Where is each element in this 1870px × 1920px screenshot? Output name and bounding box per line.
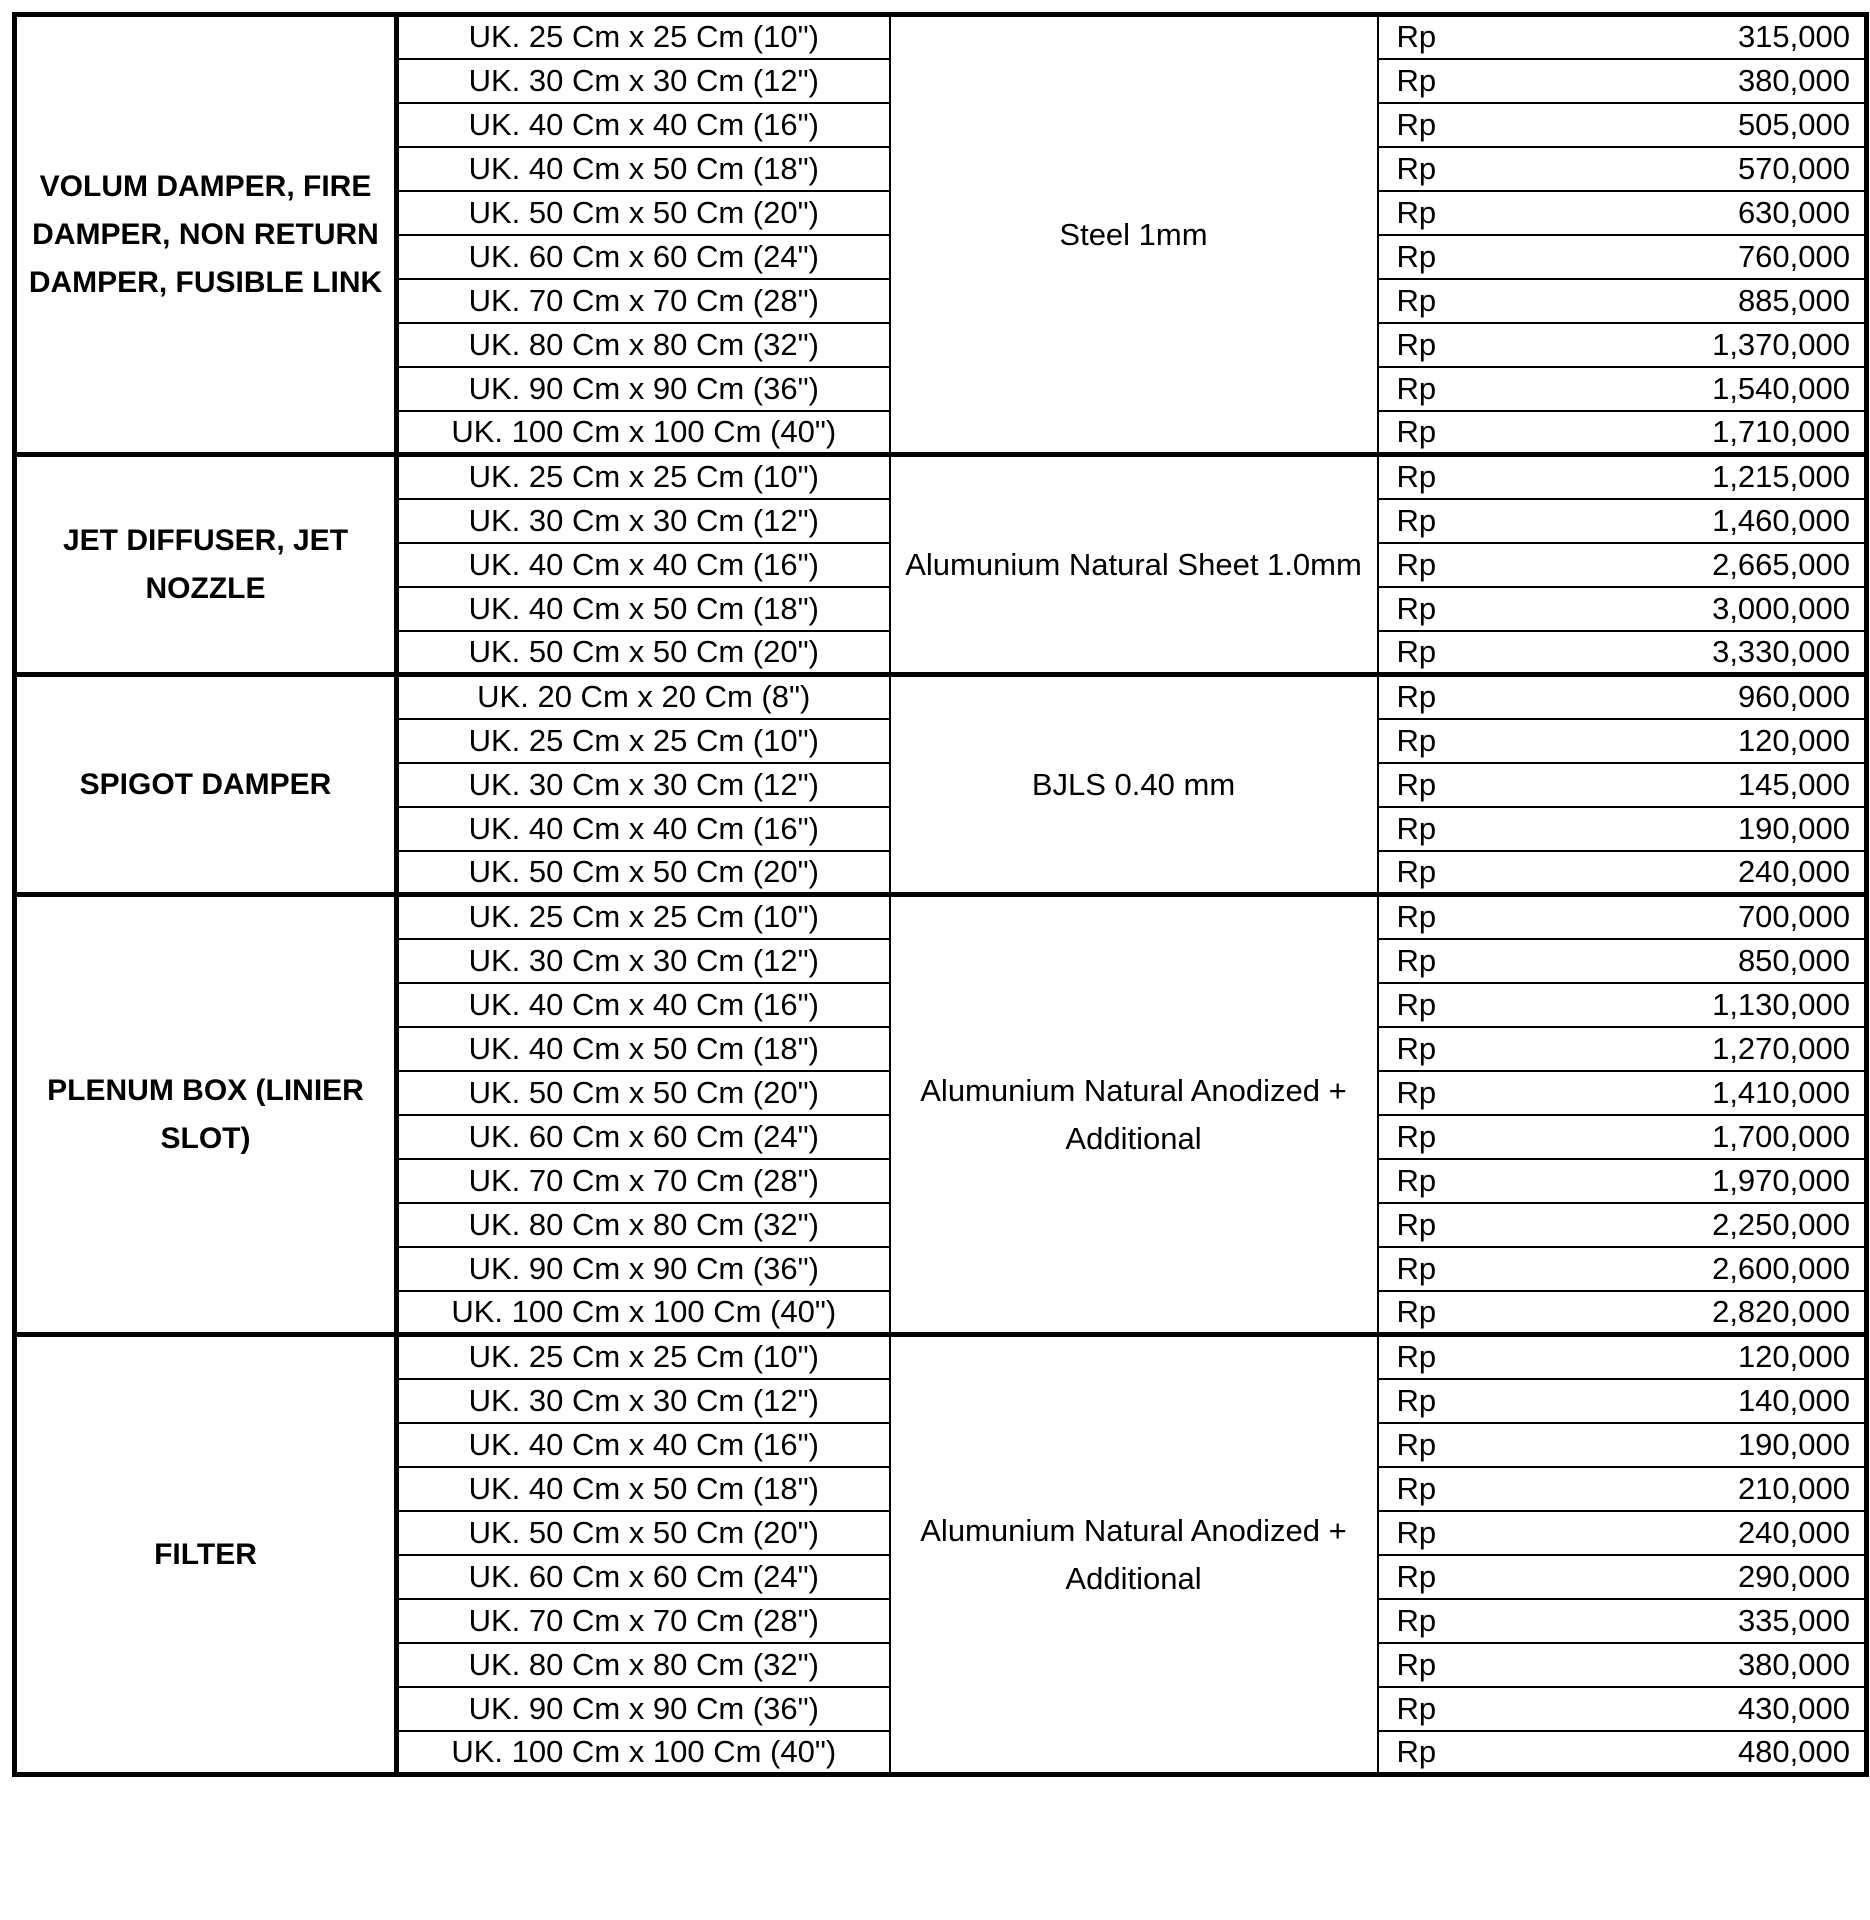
size-cell: UK. 30 Cm x 30 Cm (12") bbox=[397, 763, 890, 807]
price-value: 430,000 bbox=[1486, 1687, 1867, 1731]
price-value: 1,130,000 bbox=[1486, 983, 1867, 1027]
size-cell: UK. 25 Cm x 25 Cm (10") bbox=[397, 455, 890, 499]
price-value: 1,710,000 bbox=[1486, 411, 1867, 455]
price-value: 480,000 bbox=[1486, 1731, 1867, 1775]
currency-label: Rp bbox=[1378, 1027, 1486, 1071]
price-value: 885,000 bbox=[1486, 279, 1867, 323]
price-value: 1,970,000 bbox=[1486, 1159, 1867, 1203]
material-cell: Alumunium Natural Sheet 1.0mm bbox=[890, 455, 1378, 675]
price-value: 3,330,000 bbox=[1486, 631, 1867, 675]
size-cell: UK. 30 Cm x 30 Cm (12") bbox=[397, 499, 890, 543]
size-cell: UK. 40 Cm x 50 Cm (18") bbox=[397, 587, 890, 631]
currency-label: Rp bbox=[1378, 1379, 1486, 1423]
price-value: 140,000 bbox=[1486, 1379, 1867, 1423]
currency-label: Rp bbox=[1378, 631, 1486, 675]
table-row bbox=[15, 675, 1867, 719]
size-cell: UK. 25 Cm x 25 Cm (10") bbox=[397, 895, 890, 939]
size-cell: UK. 80 Cm x 80 Cm (32") bbox=[397, 1643, 890, 1687]
currency-label: Rp bbox=[1378, 1335, 1486, 1379]
currency-label: Rp bbox=[1378, 719, 1486, 763]
price-value: 2,665,000 bbox=[1486, 543, 1867, 587]
price-value: 1,215,000 bbox=[1486, 455, 1867, 499]
currency-label: Rp bbox=[1378, 807, 1486, 851]
currency-label: Rp bbox=[1378, 59, 1486, 103]
size-cell: UK. 60 Cm x 60 Cm (24") bbox=[397, 235, 890, 279]
price-value: 2,250,000 bbox=[1486, 1203, 1867, 1247]
price-value: 2,820,000 bbox=[1486, 1291, 1867, 1335]
price-value: 120,000 bbox=[1486, 1335, 1867, 1379]
size-cell: UK. 30 Cm x 30 Cm (12") bbox=[397, 1379, 890, 1423]
category-name: JET DIFFUSER, JET NOZZLE bbox=[15, 455, 397, 675]
size-cell: UK. 50 Cm x 50 Cm (20") bbox=[397, 1071, 890, 1115]
currency-label: Rp bbox=[1378, 455, 1486, 499]
category-name: FILTER bbox=[15, 1335, 397, 1775]
size-cell: UK. 25 Cm x 25 Cm (10") bbox=[397, 719, 890, 763]
size-cell: UK. 100 Cm x 100 Cm (40") bbox=[397, 411, 890, 455]
price-value: 145,000 bbox=[1486, 763, 1867, 807]
currency-label: Rp bbox=[1378, 15, 1486, 59]
size-cell: UK. 80 Cm x 80 Cm (32") bbox=[397, 323, 890, 367]
currency-label: Rp bbox=[1378, 587, 1486, 631]
table-row bbox=[15, 895, 1867, 939]
currency-label: Rp bbox=[1378, 323, 1486, 367]
size-cell: UK. 25 Cm x 25 Cm (10") bbox=[397, 1335, 890, 1379]
price-value: 760,000 bbox=[1486, 235, 1867, 279]
price-value: 380,000 bbox=[1486, 1643, 1867, 1687]
table-row bbox=[15, 455, 1867, 499]
price-list-table bbox=[12, 12, 1869, 1777]
price-value: 2,600,000 bbox=[1486, 1247, 1867, 1291]
currency-label: Rp bbox=[1378, 1511, 1486, 1555]
size-cell: UK. 60 Cm x 60 Cm (24") bbox=[397, 1555, 890, 1599]
currency-label: Rp bbox=[1378, 1071, 1486, 1115]
price-value: 1,370,000 bbox=[1486, 323, 1867, 367]
size-cell: UK. 40 Cm x 50 Cm (18") bbox=[397, 1467, 890, 1511]
price-value: 1,540,000 bbox=[1486, 367, 1867, 411]
currency-label: Rp bbox=[1378, 1467, 1486, 1511]
price-value: 240,000 bbox=[1486, 851, 1867, 895]
size-cell: UK. 50 Cm x 50 Cm (20") bbox=[397, 631, 890, 675]
category-name: PLENUM BOX (LINIER SLOT) bbox=[15, 895, 397, 1335]
price-value: 190,000 bbox=[1486, 1423, 1867, 1467]
currency-label: Rp bbox=[1378, 543, 1486, 587]
size-cell: UK. 40 Cm x 50 Cm (18") bbox=[397, 147, 890, 191]
currency-label: Rp bbox=[1378, 1291, 1486, 1335]
currency-label: Rp bbox=[1378, 1203, 1486, 1247]
size-cell: UK. 90 Cm x 90 Cm (36") bbox=[397, 1687, 890, 1731]
currency-label: Rp bbox=[1378, 939, 1486, 983]
currency-label: Rp bbox=[1378, 1555, 1486, 1599]
price-value: 290,000 bbox=[1486, 1555, 1867, 1599]
price-value: 240,000 bbox=[1486, 1511, 1867, 1555]
price-value: 505,000 bbox=[1486, 103, 1867, 147]
price-list-body bbox=[15, 15, 1867, 1775]
currency-label: Rp bbox=[1378, 367, 1486, 411]
size-cell: UK. 100 Cm x 100 Cm (40") bbox=[397, 1291, 890, 1335]
currency-label: Rp bbox=[1378, 1423, 1486, 1467]
price-value: 190,000 bbox=[1486, 807, 1867, 851]
table-row bbox=[15, 15, 1867, 59]
size-cell: UK. 70 Cm x 70 Cm (28") bbox=[397, 279, 890, 323]
currency-label: Rp bbox=[1378, 1247, 1486, 1291]
currency-label: Rp bbox=[1378, 1159, 1486, 1203]
price-value: 1,410,000 bbox=[1486, 1071, 1867, 1115]
currency-label: Rp bbox=[1378, 675, 1486, 719]
size-cell: UK. 20 Cm x 20 Cm (8") bbox=[397, 675, 890, 719]
currency-label: Rp bbox=[1378, 1731, 1486, 1775]
category-name: SPIGOT DAMPER bbox=[15, 675, 397, 895]
size-cell: UK. 30 Cm x 30 Cm (12") bbox=[397, 59, 890, 103]
size-cell: UK. 70 Cm x 70 Cm (28") bbox=[397, 1599, 890, 1643]
size-cell: UK. 40 Cm x 40 Cm (16") bbox=[397, 1423, 890, 1467]
size-cell: UK. 60 Cm x 60 Cm (24") bbox=[397, 1115, 890, 1159]
currency-label: Rp bbox=[1378, 851, 1486, 895]
size-cell: UK. 100 Cm x 100 Cm (40") bbox=[397, 1731, 890, 1775]
currency-label: Rp bbox=[1378, 895, 1486, 939]
size-cell: UK. 90 Cm x 90 Cm (36") bbox=[397, 1247, 890, 1291]
price-value: 380,000 bbox=[1486, 59, 1867, 103]
currency-label: Rp bbox=[1378, 983, 1486, 1027]
price-value: 120,000 bbox=[1486, 719, 1867, 763]
size-cell: UK. 50 Cm x 50 Cm (20") bbox=[397, 191, 890, 235]
currency-label: Rp bbox=[1378, 191, 1486, 235]
price-value: 700,000 bbox=[1486, 895, 1867, 939]
currency-label: Rp bbox=[1378, 411, 1486, 455]
table-row bbox=[15, 1335, 1867, 1379]
size-cell: UK. 40 Cm x 50 Cm (18") bbox=[397, 1027, 890, 1071]
currency-label: Rp bbox=[1378, 499, 1486, 543]
size-cell: UK. 30 Cm x 30 Cm (12") bbox=[397, 939, 890, 983]
currency-label: Rp bbox=[1378, 763, 1486, 807]
material-cell: BJLS 0.40 mm bbox=[890, 675, 1378, 895]
price-value: 1,700,000 bbox=[1486, 1115, 1867, 1159]
size-cell: UK. 40 Cm x 40 Cm (16") bbox=[397, 543, 890, 587]
price-value: 630,000 bbox=[1486, 191, 1867, 235]
currency-label: Rp bbox=[1378, 1687, 1486, 1731]
currency-label: Rp bbox=[1378, 1599, 1486, 1643]
material-cell: Alumunium Natural Anodized + Additional bbox=[890, 1335, 1378, 1775]
currency-label: Rp bbox=[1378, 1115, 1486, 1159]
size-cell: UK. 40 Cm x 40 Cm (16") bbox=[397, 103, 890, 147]
size-cell: UK. 25 Cm x 25 Cm (10") bbox=[397, 15, 890, 59]
material-cell: Alumunium Natural Anodized + Additional bbox=[890, 895, 1378, 1335]
size-cell: UK. 50 Cm x 50 Cm (20") bbox=[397, 1511, 890, 1555]
price-value: 335,000 bbox=[1486, 1599, 1867, 1643]
currency-label: Rp bbox=[1378, 279, 1486, 323]
currency-label: Rp bbox=[1378, 1643, 1486, 1687]
price-value: 3,000,000 bbox=[1486, 587, 1867, 631]
size-cell: UK. 40 Cm x 40 Cm (16") bbox=[397, 983, 890, 1027]
currency-label: Rp bbox=[1378, 147, 1486, 191]
material-cell: Steel 1mm bbox=[890, 15, 1378, 455]
price-value: 315,000 bbox=[1486, 15, 1867, 59]
currency-label: Rp bbox=[1378, 235, 1486, 279]
size-cell: UK. 90 Cm x 90 Cm (36") bbox=[397, 367, 890, 411]
size-cell: UK. 40 Cm x 40 Cm (16") bbox=[397, 807, 890, 851]
size-cell: UK. 80 Cm x 80 Cm (32") bbox=[397, 1203, 890, 1247]
price-value: 850,000 bbox=[1486, 939, 1867, 983]
size-cell: UK. 50 Cm x 50 Cm (20") bbox=[397, 851, 890, 895]
currency-label: Rp bbox=[1378, 103, 1486, 147]
price-value: 1,270,000 bbox=[1486, 1027, 1867, 1071]
category-name: VOLUM DAMPER, FIRE DAMPER, NON RETURN DAMPER, FUSIBLE LINK bbox=[15, 15, 397, 455]
price-value: 1,460,000 bbox=[1486, 499, 1867, 543]
price-value: 960,000 bbox=[1486, 675, 1867, 719]
price-value: 570,000 bbox=[1486, 147, 1867, 191]
size-cell: UK. 70 Cm x 70 Cm (28") bbox=[397, 1159, 890, 1203]
price-value: 210,000 bbox=[1486, 1467, 1867, 1511]
